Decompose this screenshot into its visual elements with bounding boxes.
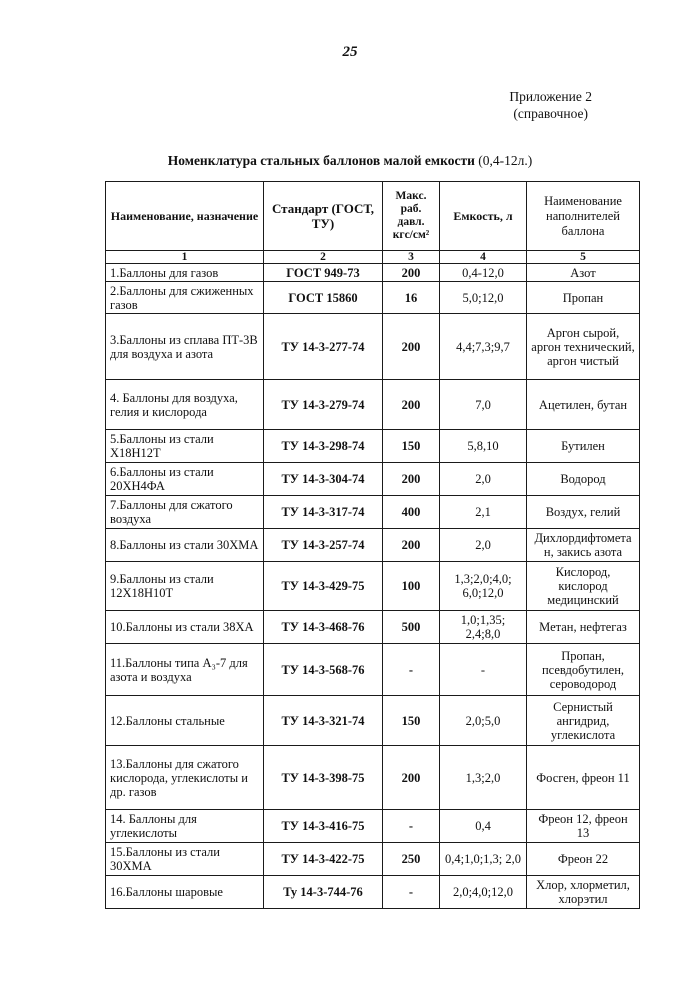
cell-capacity: 4,4;7,3;9,7 — [440, 314, 527, 380]
cell-name: 1.Баллоны для газов — [106, 264, 264, 282]
table-row — [106, 264, 640, 282]
cell-pressure: 400 — [383, 496, 440, 529]
table-row — [106, 314, 640, 380]
appendix-line-2: (справочное) — [513, 106, 588, 121]
table-row — [106, 562, 640, 611]
column-number-row — [106, 251, 640, 264]
column-number: 4 — [440, 251, 527, 264]
cell-fillers: Метан, нефтегаз — [527, 611, 640, 644]
cell-capacity: 2,0;4,0;12,0 — [440, 876, 527, 909]
cell-pressure: 200 — [383, 314, 440, 380]
cell-name: 7.Баллоны для сжатого воздуха — [106, 496, 264, 529]
cell-fillers: Водород — [527, 463, 640, 496]
cell-fillers: Кислород, кислород медицинский — [527, 562, 640, 611]
cell-pressure: - — [383, 644, 440, 696]
cell-pressure: 100 — [383, 562, 440, 611]
cell-pressure: - — [383, 876, 440, 909]
table-row — [106, 529, 640, 562]
cell-name: 9.Баллоны из стали 12Х18Н10Т — [106, 562, 264, 611]
cell-standard: ГОСТ 949-73 — [264, 264, 383, 282]
header-name: Наименование, назначение — [106, 182, 264, 251]
cell-capacity: - — [440, 644, 527, 696]
cell-standard: Ту 14-3-744-76 — [264, 876, 383, 909]
table-row — [106, 746, 640, 810]
cell-fillers: Фреон 12, фреон 13 — [527, 810, 640, 843]
cell-name: 6.Баллоны из стали 20ХН4ФА — [106, 463, 264, 496]
cell-fillers: Фосген, фреон 11 — [527, 746, 640, 810]
cell-standard: ТУ 14-3-468-76 — [264, 611, 383, 644]
cell-capacity: 1,0;1,35; 2,4;8,0 — [440, 611, 527, 644]
cell-standard: ТУ 14-3-298-74 — [264, 430, 383, 463]
cell-pressure: 200 — [383, 746, 440, 810]
table-row — [106, 843, 640, 876]
header-standard: Стандарт (ГОСТ, ТУ) — [264, 182, 383, 251]
cell-standard: ТУ 14-3-568-76 — [264, 644, 383, 696]
cell-capacity: 0,4 — [440, 810, 527, 843]
cell-fillers: Аргон сырой, аргон технический, аргон чистый — [527, 314, 640, 380]
cell-pressure: 200 — [383, 529, 440, 562]
cell-fillers: Фреон 22 — [527, 843, 640, 876]
table-row — [106, 876, 640, 909]
cell-capacity: 0,4-12,0 — [440, 264, 527, 282]
table-row — [106, 810, 640, 843]
column-number: 2 — [264, 251, 383, 264]
cell-name: 12.Баллоны стальные — [106, 696, 264, 746]
cell-standard: ТУ 14-3-416-75 — [264, 810, 383, 843]
cell-name: 10.Баллоны из стали 38ХА — [106, 611, 264, 644]
cell-standard: ГОСТ 15860 — [264, 282, 383, 314]
table-row — [106, 380, 640, 430]
cell-name: 16.Баллоны шаровые — [106, 876, 264, 909]
cell-capacity: 1,3;2,0;4,0; 6,0;12,0 — [440, 562, 527, 611]
cell-capacity: 5,8,10 — [440, 430, 527, 463]
table-row — [106, 611, 640, 644]
cell-capacity: 2,0 — [440, 463, 527, 496]
cell-standard: ТУ 14-3-317-74 — [264, 496, 383, 529]
cell-pressure: 150 — [383, 430, 440, 463]
cell-pressure: 200 — [383, 380, 440, 430]
cell-capacity: 2,0;5,0 — [440, 696, 527, 746]
table-row — [106, 496, 640, 529]
cell-pressure: 16 — [383, 282, 440, 314]
cell-standard: ТУ 14-3-257-74 — [264, 529, 383, 562]
cell-name: 13.Баллоны для сжатого кислорода, углекислоты и др. газов — [106, 746, 264, 810]
cell-fillers: Хлор, хлорметил, хлорэтил — [527, 876, 640, 909]
cell-pressure: 200 — [383, 264, 440, 282]
cell-standard: ТУ 14-3-398-75 — [264, 746, 383, 810]
cell-pressure: - — [383, 810, 440, 843]
cell-standard: ТУ 14-3-429-75 — [264, 562, 383, 611]
header-pressure: Макс. раб. давл. кгс/см² — [383, 182, 440, 251]
table-row — [106, 644, 640, 696]
table-row — [106, 463, 640, 496]
cell-pressure: 250 — [383, 843, 440, 876]
cell-capacity: 7,0 — [440, 380, 527, 430]
cell-name: 11.Баллоны типа А₃-7 для азота и воздуха — [106, 644, 264, 696]
cell-standard: ТУ 14-3-279-74 — [264, 380, 383, 430]
cell-name: 15.Баллоны из стали 30ХМА — [106, 843, 264, 876]
cell-name: 3.Баллоны из сплава ПТ-3В для воздуха и азота — [106, 314, 264, 380]
cell-fillers: Воздух, гелий — [527, 496, 640, 529]
caption-range: (0,4-12л.) — [474, 153, 533, 168]
cell-fillers: Пропан, псевдобутилен, сероводород — [527, 644, 640, 696]
cell-fillers: Азот — [527, 264, 640, 282]
cell-fillers: Ацетилен, бутан — [527, 380, 640, 430]
cell-pressure: 500 — [383, 611, 440, 644]
cell-capacity: 1,3;2,0 — [440, 746, 527, 810]
table-row — [106, 430, 640, 463]
column-number: 3 — [383, 251, 440, 264]
cell-fillers: Бутилен — [527, 430, 640, 463]
cell-capacity: 2,0 — [440, 529, 527, 562]
cell-name: 2.Баллоны для сжиженных газов — [106, 282, 264, 314]
page-number: 25 — [342, 44, 358, 60]
header-fillers: Наименование наполнителей баллона — [527, 182, 640, 251]
cell-pressure: 150 — [383, 696, 440, 746]
column-number: 1 — [106, 251, 264, 264]
cylinder-nomenclature-table — [105, 181, 640, 909]
caption-title: Номенклатура стальных баллонов малой емкости — [167, 153, 475, 168]
cell-fillers: Дихлордифтомета н, закись азота — [527, 529, 640, 562]
header-capacity: Емкость, л — [440, 182, 527, 251]
cell-name: 14. Баллоны для углекислоты — [106, 810, 264, 843]
table-row — [106, 696, 640, 746]
cell-standard: ТУ 14-3-277-74 — [264, 314, 383, 380]
cell-name: 5.Баллоны из стали Х18Н12Т — [106, 430, 264, 463]
appendix-label — [509, 88, 592, 122]
table-caption — [100, 153, 600, 169]
appendix-line-1: Приложение 2 — [509, 89, 592, 104]
cell-fillers: Пропан — [527, 282, 640, 314]
cell-fillers: Сернистый ангидрид, углекислота — [527, 696, 640, 746]
table-row — [106, 282, 640, 314]
cell-standard: ТУ 14-3-422-75 — [264, 843, 383, 876]
cell-capacity: 0,4;1,0;1,3; 2,0 — [440, 843, 527, 876]
cell-standard: ТУ 14-3-321-74 — [264, 696, 383, 746]
cell-name: 8.Баллоны из стали 30ХМА — [106, 529, 264, 562]
header-row — [106, 182, 640, 251]
cell-capacity: 2,1 — [440, 496, 527, 529]
cell-name: 4. Баллоны для воздуха, гелия и кислорода — [106, 380, 264, 430]
cell-pressure: 200 — [383, 463, 440, 496]
column-number: 5 — [527, 251, 640, 264]
cell-standard: ТУ 14-3-304-74 — [264, 463, 383, 496]
cell-capacity: 5,0;12,0 — [440, 282, 527, 314]
